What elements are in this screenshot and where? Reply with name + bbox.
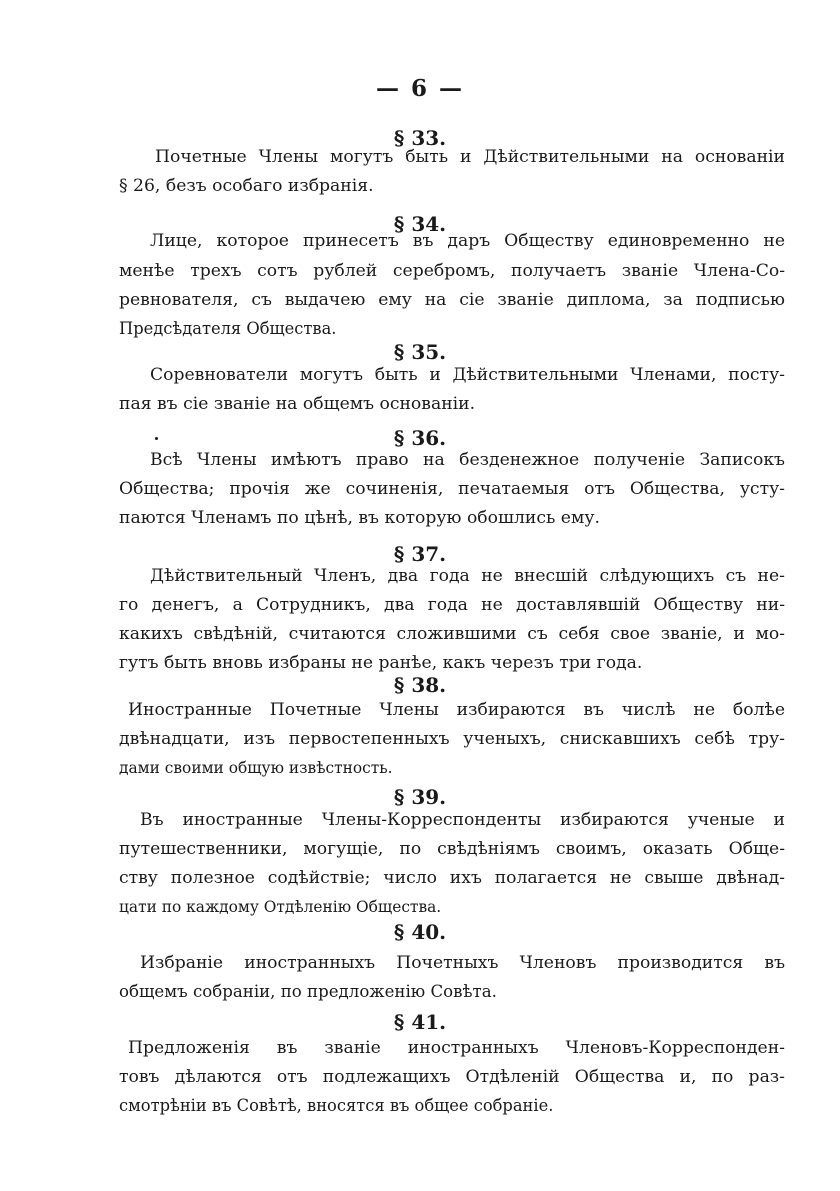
paragraph-line: Соревнователи могутъ быть и Дѣйствительными Членами, посту- [150, 365, 785, 385]
paragraph-line: ству полезное содѣйствіе; число ихъ полагается не свыше двѣнад- [119, 868, 785, 888]
paragraph-line: Дѣйствительный Членъ, два года не внесшій слѣдующихъ съ не- [150, 566, 785, 586]
paragraph-line: Предложенія въ званіе иностранныхъ Членовъ-Корреспонден- [128, 1038, 785, 1058]
paragraph-line: паются Членамъ по цѣнѣ, въ которую обошлись ему. [119, 508, 600, 528]
paragraph-line: Въ иностранные Члены-Корреспонденты избираются ученые и [140, 810, 785, 830]
paragraph-line: дами своими общую извѣстность. [119, 759, 393, 777]
paragraph-line: гутъ быть вновь избраны не ранѣе, какъ черезъ три года. [119, 653, 643, 673]
paragraph-line: какихъ свѣдѣній, считаются сложившими съ себя свое званіе, и мо- [119, 624, 785, 644]
paragraph-line: Предсѣдателя Общества. [119, 319, 337, 338]
section-heading: § 33. [393, 126, 447, 150]
section-heading: § 38. [393, 673, 447, 697]
paragraph-line: пая въ сіе званіе на общемъ основаніи. [119, 394, 476, 414]
paragraph-line: ревнователя, съ выдачею ему на сіе званіе диплома, за подписью [119, 290, 785, 310]
section-heading: § 39. [393, 785, 447, 809]
section-heading: § 40. [393, 920, 447, 944]
paragraph-line: цати по каждому Отдѣленію Общества. [119, 898, 442, 916]
paragraph-line: Лице, которое принесетъ въ даръ Обществу единовременно не [150, 231, 785, 251]
section-heading: § 36. [393, 426, 447, 450]
section-heading: § 34. [393, 212, 447, 236]
page-number: — 6 — [375, 75, 465, 102]
paragraph-line: смотрѣніи въ Совѣтѣ, вносятся въ общее собраніе. [119, 1096, 554, 1115]
paragraph-line: Всѣ Члены имѣютъ право на безденежное полученіе Записокъ [150, 450, 785, 470]
paragraph-line: Почетные Члены могутъ быть и Дѣйствительными на основанiи [155, 147, 785, 167]
paragraph-line: § 26, безъ особаго избранія. [119, 176, 374, 196]
section-heading: § 35. [393, 340, 447, 364]
section-heading: § 37. [393, 542, 447, 566]
paragraph-line: Иностранные Почетные Члены избираются въ числѣ не болѣе [128, 700, 785, 720]
section-heading: § 41. [393, 1010, 447, 1034]
paragraph-line: Избраніе иностранныхъ Почетныхъ Членовъ производится въ [140, 953, 785, 973]
paragraph-line: менѣе трехъ сотъ рублей серебромъ, получаетъ званіе Члена-Со- [119, 261, 785, 281]
paragraph-line: го денегъ, а Сотрудникъ, два года не доставлявшій Обществу ни- [119, 595, 785, 615]
paragraph-line: путешественники, могущіе, по свѣдѣніямъ своимъ, оказать Обще- [119, 839, 785, 859]
paragraph-line: Общества; прочія же сочиненія, печатаемыя отъ Общества, усту- [119, 479, 785, 499]
paragraph-line: двѣнадцати, изъ первостепенныхъ ученыхъ, снискавшихъ себѣ тру- [119, 729, 785, 749]
paragraph-line: общемъ собраніи, по предложенію Совѣта. [119, 982, 497, 1001]
paragraph-line: товъ дѣлаются отъ подлежащихъ Отдѣленій Общества и, по раз- [119, 1067, 785, 1087]
